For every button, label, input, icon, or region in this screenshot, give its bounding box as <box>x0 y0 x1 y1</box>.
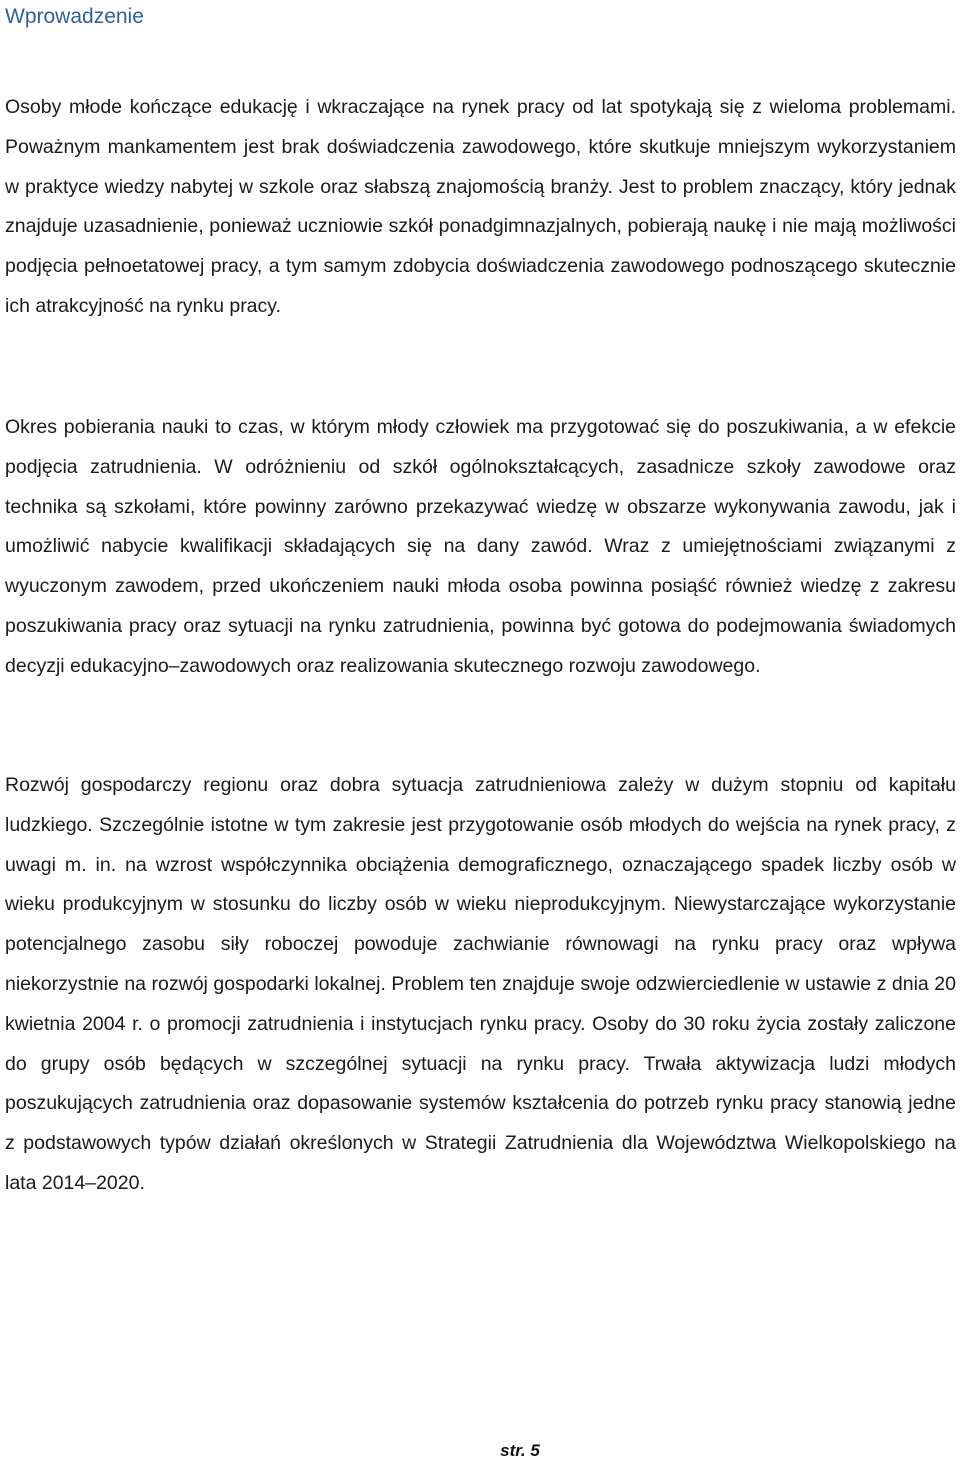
paragraph-3: Rozwój gospodarczy regionu oraz dobra sytuacja zatrudnieniowa zależy w dużym stopniu od kapitału ludzkiego. Szczególnie istotne w tym zakresie jest przygotowanie osób młodych do wejścia na rynek pracy, z uwagi m. in. na wzrost współczynnika obciążenia demograficznego, oznaczającego spadek liczby osób w wieku produkcyjnym w stosunku do liczby osób w wieku nieprodukcyjnym. Niewystarczające wykorzystanie potencjalnego zasobu siły roboczej powoduje zachwianie równowagi na rynku pracy oraz wpływa niekorzystnie na rozwój gospodarki lokalnej. Problem ten znajduje swoje odzwierciedlenie w ustawie z dnia 20 kwietnia 2004 r. o promocji zatrudnienia i instytucjach rynku pracy. Osoby do 30 roku życia zostały zaliczone do grupy osób będących w szczególnej sytuacji na rynku pracy. Trwała aktywizacja ludzi młodych poszukujących zatrudnienia oraz dopasowanie systemów kształcenia do potrzeb rynku pracy stanowią jedne z podstawowych typów działań określonych w Strategii Zatrudnienia dla Województwa Wielkopolskiego na lata 2014–2020. <box>5 774 956 1194</box>
paragraph-2: Okres pobierania nauki to czas, w którym młody człowiek ma przygotować się do poszukiwania, a w efekcie podjęcia zatrudnienia. W odróżnieniu od szkół ogólnokształcących, zasadnicze szkoły zawodowe oraz technika są szkołami, które powinny zarówno przekazywać wiedzę w obszarze wykonywania zawodu, jak i umożliwić nabycie kwalifikacji składających się na dany zawód. Wraz z umiejętnościami związanymi z wyuczonym zawodem, przed ukończeniem nauki młoda osoba powinna posiąść również wiedzę z zakresu poszukiwania pracy oraz sytuacji na rynku zatrudnienia, powinna być gotowa do podejmowania świadomych decyzji edukacyjno–zawodowych oraz realizowania skutecznego rozwoju zawodowego. <box>5 416 956 677</box>
paragraph-1: Osoby młode kończące edukację i wkraczające na rynek pracy od lat spotykają się z wieloma problemami. Poważnym mankamentem jest brak doświadczenia zawodowego, które skutkuje mniejszym wykorzystaniem w praktyce wiedzy nabytej w szkole oraz słabszą znajomością branży. Jest to problem znaczący, który jednak znajduje uzasadnienie, ponieważ uczniowie szkół ponadgimnazjalnych, pobierają naukę i nie mają możliwości podjęcia pełnoetatowej pracy, a tym samym zdobycia doświadczenia zawodowego podnoszącego skutecznie ich atrakcyjność na rynku pracy. <box>5 96 956 317</box>
page-number: str. 5 <box>500 1441 540 1460</box>
section-heading: Wprowadzenie <box>5 5 144 28</box>
document-page <box>5 0 956 1194</box>
